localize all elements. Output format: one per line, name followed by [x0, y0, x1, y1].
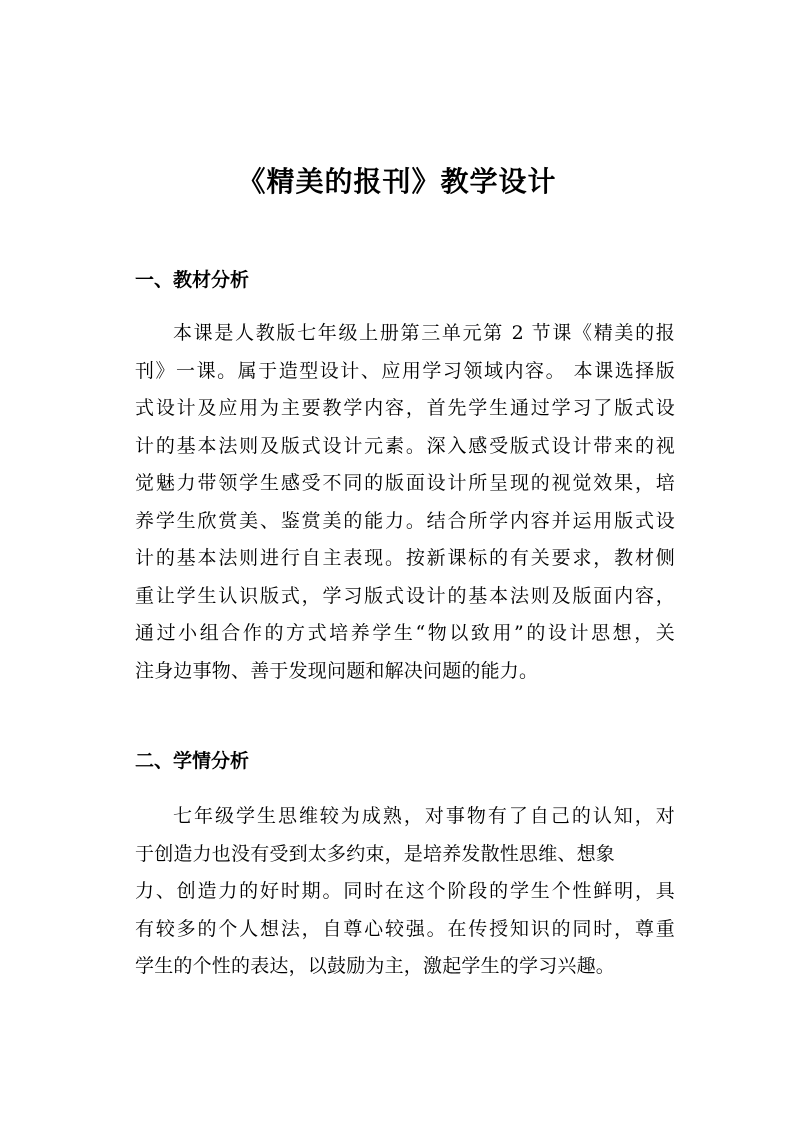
section-heading-textbook-analysis: 一、教材分析: [135, 269, 250, 291]
paragraph-line: 七年级学生思维较为成熟，对事物有了自己的认知，对: [173, 805, 675, 827]
paragraph-line: 养学生欣赏美、鉴赏美的能力。结合所学内容并运用版式设: [135, 509, 675, 532]
section-heading-learner-analysis: 二、学情分析: [135, 750, 250, 772]
paragraph-line: 本课是人教版七年级上册第三单元第 2 节课《精美的报: [173, 322, 675, 344]
paragraph-line: 学生的个性的表达，以鼓励为主，激起学生的学习兴趣。: [135, 955, 616, 977]
paragraph-line: 于创造力也没有受到太多约束，是培养发散性思维、想象: [135, 842, 616, 865]
paragraph-line: 式设计及应用为主要教学内容，首先学生通过学习了版式设: [135, 397, 675, 419]
paragraph-line: 注身边事物、善于发现问题和解决问题的能力。: [135, 659, 539, 682]
paragraph-line: 力、创造力的好时期。同时在这个阶段的学生个性鲜明，具: [135, 880, 675, 902]
paragraph-line: 觉魅力带领学生感受不同的版面设计所呈现的视觉效果，培: [135, 472, 675, 494]
paragraph-learner-analysis: [135, 798, 675, 986]
paragraph-line: 计的基本法则及版式设计元素。深入感受版式设计带来的视: [135, 434, 675, 457]
paragraph-textbook-analysis: [135, 315, 675, 690]
paragraph-line: 刊》一课。属于造型设计、应用学习领域内容。 本课选择版: [135, 359, 675, 382]
paragraph-line: 重让学生认识版式，学习版式设计的基本法则及版面内容，: [135, 584, 675, 607]
document-title: 《精美的报刊》教学设计: [237, 165, 557, 198]
paragraph-line: 通过小组合作的方式培养学生“物以致用”的设计思想，关: [135, 622, 675, 644]
paragraph-line: 计的基本法则进行自主表现。按新课标的有关要求，教材侧: [135, 547, 675, 569]
paragraph-line: 有较多的个人想法，自尊心较强。在传授知识的同时，尊重: [135, 917, 675, 940]
